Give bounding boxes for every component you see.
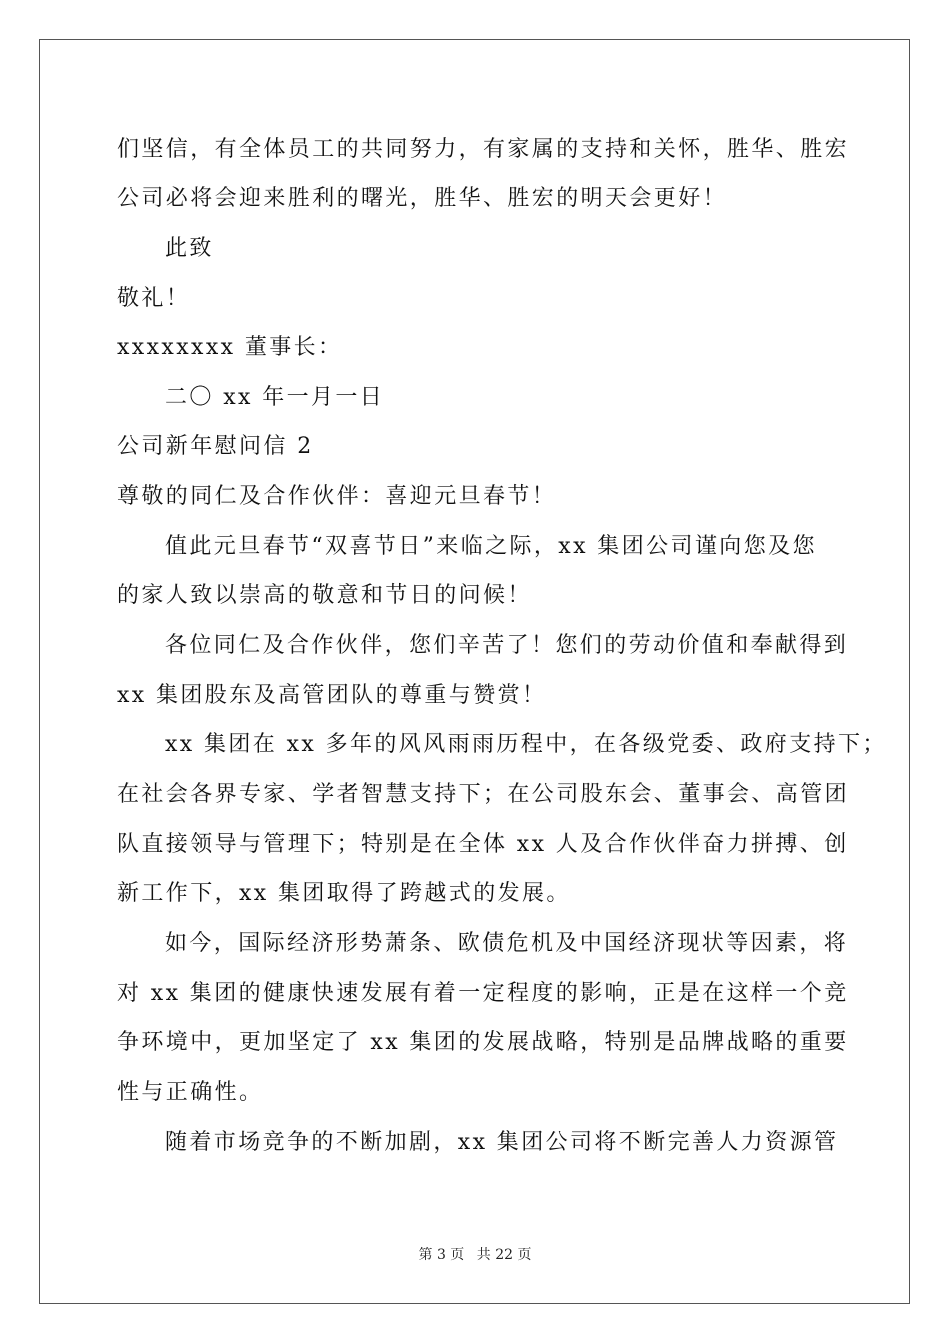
text-line: 们坚信，有全体员工的共同努力，有家属的支持和关怀，胜华、胜宏 bbox=[117, 137, 850, 162]
text-line: 值此元旦春节“双喜节日”来临之际，xx 集团公司谨向您及您 bbox=[165, 534, 817, 559]
section-title: 公司新年慰问信 2 bbox=[117, 434, 314, 459]
text-line: xx 集团在 xx 多年的风风雨雨历程中，在各级党委、政府支持下； bbox=[165, 732, 887, 757]
page-footer bbox=[0, 1246, 950, 1264]
signature: xxxxxxxx 董事长： bbox=[117, 335, 343, 360]
page-total: 共 22 页 bbox=[476, 1247, 532, 1263]
greeting: 尊敬的同仁及合作伙伴：喜迎元旦春节！ bbox=[117, 484, 557, 509]
text-line: 新工作下，xx 集团取得了跨越式的发展。 bbox=[117, 881, 571, 906]
text-line: 的家人致以崇高的敬意和节日的问候！ bbox=[117, 583, 532, 608]
text-line: 性与正确性。 bbox=[117, 1080, 264, 1105]
salutation-regards: 敬礼！ bbox=[117, 286, 191, 311]
date-line: 二〇 xx 年一月一日 bbox=[165, 385, 385, 410]
text-line: 如今，国际经济形势萧条、欧债危机及中国经济现状等因素，将 bbox=[165, 931, 849, 956]
text-line: 在社会各界专家、学者智慧支持下；在公司股东会、董事会、高管团 bbox=[117, 782, 850, 807]
text-line: 争环境中，更加坚定了 xx 集团的发展战略，特别是品牌战略的重要 bbox=[117, 1030, 849, 1055]
text-line: 随着市场竞争的不断加剧，xx 集团公司将不断完善人力资源管 bbox=[165, 1130, 839, 1155]
text-line: 队直接领导与管理下；特别是在全体 xx 人及合作伙伴奋力拼搏、创 bbox=[117, 832, 849, 857]
text-line: 公司必将会迎来胜利的曙光，胜华、胜宏的明天会更好！ bbox=[117, 186, 728, 211]
text-line: 各位同仁及合作伙伴，您们辛苦了！您们的劳动价值和奉献得到 bbox=[165, 633, 849, 658]
salutation-closing: 此致 bbox=[165, 236, 214, 261]
text-line: 对 xx 集团的健康快速发展有着一定程度的影响，正是在这样一个竞 bbox=[117, 981, 849, 1006]
text-line: xx 集团股东及高管团队的尊重与赞赏！ bbox=[117, 683, 547, 708]
page-border bbox=[39, 39, 910, 1304]
page-number: 第 3 页 bbox=[418, 1247, 465, 1263]
